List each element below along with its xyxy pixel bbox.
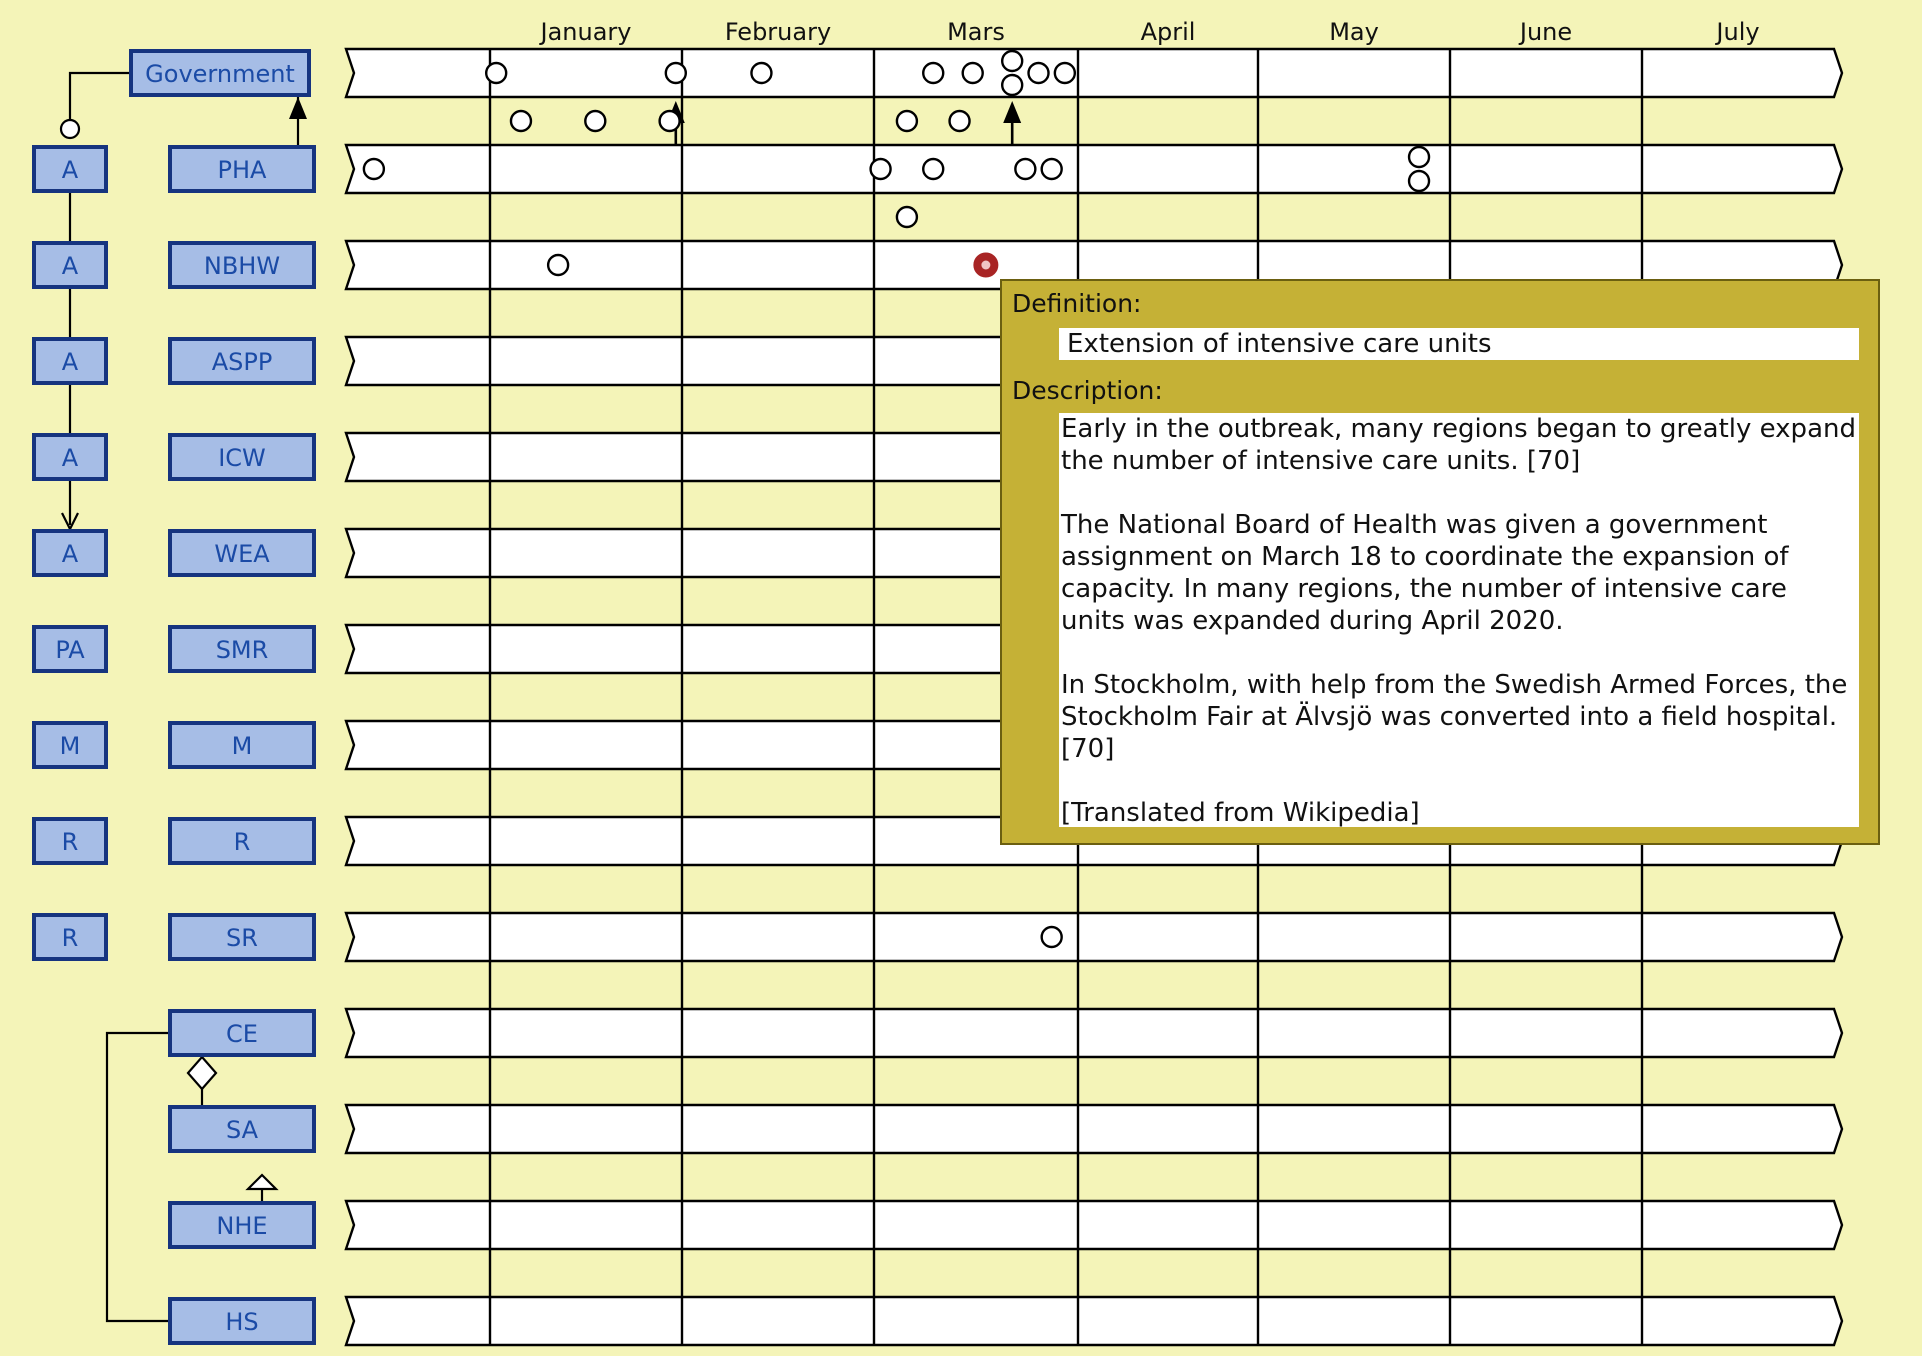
organization-label: HS xyxy=(225,1308,259,1336)
timeline-lane xyxy=(346,145,1842,193)
definition-field[interactable]: Extension of intensive care units xyxy=(1059,328,1859,360)
event-marker[interactable] xyxy=(511,111,531,131)
timeline-lane xyxy=(346,49,1842,97)
organization-label: R xyxy=(233,828,251,856)
timeline-lane xyxy=(346,1201,1842,1249)
actor-label: A xyxy=(61,348,79,376)
event-marker[interactable] xyxy=(1055,63,1075,83)
organization-label: NBHW xyxy=(203,252,281,280)
event-marker[interactable] xyxy=(963,63,983,83)
organization-label: ICW xyxy=(218,444,266,472)
organization-label: Government xyxy=(145,60,295,88)
organization-label: ASPP xyxy=(211,348,273,376)
arrowhead-icon xyxy=(1003,101,1021,123)
event-marker[interactable] xyxy=(950,111,970,131)
description-field[interactable] xyxy=(1059,413,1859,827)
event-marker[interactable] xyxy=(1002,75,1022,95)
event-marker[interactable] xyxy=(1015,159,1035,179)
description-paragraph: [Translated from Wikipedia] xyxy=(1061,798,1420,828)
month-header: January xyxy=(540,18,632,46)
timeline-lane xyxy=(346,1105,1842,1153)
organization-label: SR xyxy=(226,924,258,952)
description-paragraph: Early in the outbreak, many regions began to greatly expand the number of intensive care units. [70] xyxy=(1061,414,1856,476)
timeline-lane xyxy=(346,913,1842,961)
event-marker[interactable] xyxy=(897,207,917,227)
event-marker[interactable] xyxy=(1409,171,1429,191)
event-marker[interactable] xyxy=(364,159,384,179)
month-header: Mars xyxy=(947,18,1005,46)
month-header: June xyxy=(1519,18,1573,46)
organization-label: NHE xyxy=(216,1212,268,1240)
event-marker[interactable] xyxy=(660,111,680,131)
event-marker[interactable] xyxy=(666,63,686,83)
event-marker[interactable] xyxy=(923,63,943,83)
actor-label: A xyxy=(61,444,79,472)
organization-label: SMR xyxy=(215,636,269,664)
organization-label: PHA xyxy=(217,156,267,184)
event-marker[interactable] xyxy=(1002,51,1022,71)
month-header: July xyxy=(1716,18,1760,46)
association-circle-icon xyxy=(61,120,79,138)
event-marker[interactable] xyxy=(1042,927,1062,947)
arrowhead-icon xyxy=(289,97,307,119)
actor-label: M xyxy=(59,732,81,760)
description-paragraph: The National Board of Health was given a government assignment on March 18 to coordinate the expansion of capacity. In many regions, the number of intensive care units was expanded during April 2020. xyxy=(1061,510,1789,636)
month-header: May xyxy=(1329,18,1379,46)
actor-label: A xyxy=(61,252,79,280)
actor-label: A xyxy=(61,156,79,184)
description-label: Description: xyxy=(1012,376,1163,405)
event-marker[interactable] xyxy=(486,63,506,83)
event-marker[interactable] xyxy=(1042,159,1062,179)
event-marker[interactable] xyxy=(923,159,943,179)
timeline-lane xyxy=(346,1009,1842,1057)
timeline-lane xyxy=(346,1297,1842,1345)
actor-label: R xyxy=(61,828,79,856)
event-marker[interactable] xyxy=(751,63,771,83)
event-marker[interactable] xyxy=(871,159,891,179)
actor-label: PA xyxy=(55,636,85,664)
event-marker[interactable] xyxy=(585,111,605,131)
actor-label: A xyxy=(61,540,79,568)
event-marker[interactable] xyxy=(1409,147,1429,167)
month-header: February xyxy=(724,18,832,46)
event-marker[interactable] xyxy=(1029,63,1049,83)
event-marker-selected-dot xyxy=(981,261,990,270)
actor-label: R xyxy=(61,924,79,952)
organization-label: CE xyxy=(226,1020,258,1048)
event-detail-popup[interactable] xyxy=(1000,279,1880,845)
event-marker[interactable] xyxy=(548,255,568,275)
organization-label: WEA xyxy=(214,540,270,568)
month-header: April xyxy=(1140,18,1196,46)
event-marker[interactable] xyxy=(897,111,917,131)
aggregation-diamond-icon xyxy=(188,1057,216,1089)
organization-label: M xyxy=(231,732,253,760)
definition-label: Definition: xyxy=(1012,289,1142,318)
description-paragraph: In Stockholm, with help from the Swedish Armed Forces, the Stockholm Fair at Älvsjö was converted into a field hospital. [70] xyxy=(1061,670,1848,764)
organization-label: SA xyxy=(225,1116,259,1144)
generalization-triangle-icon xyxy=(248,1175,276,1189)
